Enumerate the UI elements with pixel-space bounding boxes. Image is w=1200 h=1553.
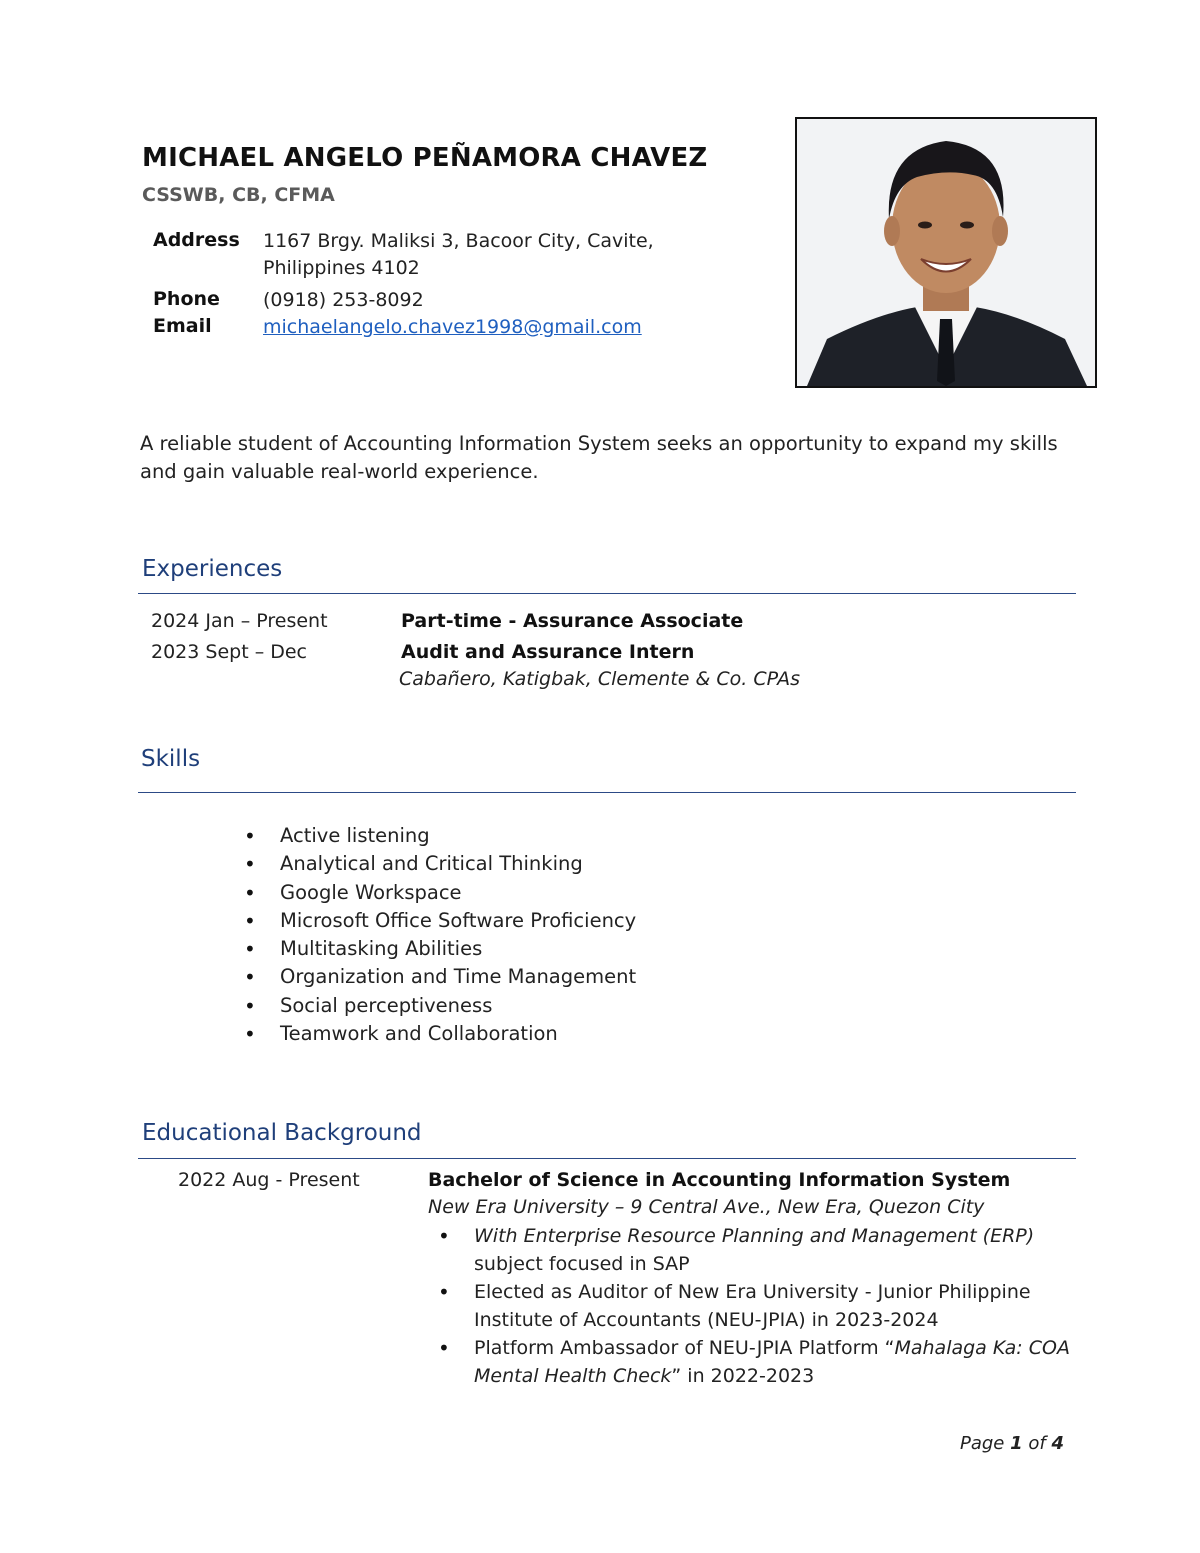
phone-label: Phone bbox=[153, 288, 220, 310]
list-item bbox=[438, 1222, 1078, 1278]
section-title-experiences: Experiences bbox=[142, 556, 283, 582]
objective-summary: A reliable student of Accounting Information System seeks an opportunity to expand my skills and gain valuable real-world experience. bbox=[140, 432, 1058, 483]
email-label: Email bbox=[153, 315, 212, 337]
education-highlights bbox=[438, 1222, 1078, 1390]
education-school: New Era University – 9 Central Ave., New Era, Quezon City bbox=[428, 1196, 985, 1218]
list-item: • Analytical and Critical Thinking bbox=[244, 850, 636, 878]
highlight-text: Platform Ambassador of NEU-JPIA Platform “ bbox=[474, 1337, 895, 1359]
highlight-italic: With Enterprise Resource Planning and Management (ERP) bbox=[474, 1225, 1035, 1247]
experience-role: Part-time - Assurance Associate bbox=[401, 610, 744, 632]
section-divider bbox=[138, 593, 1076, 594]
highlight-text: Elected as Auditor of New Era University - Junior Philippine Institute of Accountants (NEU-JPIA) in 2023-2024 bbox=[474, 1281, 1031, 1331]
list-item: • Microsoft Office Software Proficiency bbox=[244, 907, 636, 935]
address-line-1: 1167 Brgy. Maliksi 3, Bacoor City, Cavite, bbox=[263, 230, 654, 252]
portrait-image bbox=[797, 119, 1095, 386]
highlight-italic: Mahalaga Ka: COA Mental Health Check bbox=[474, 1337, 1070, 1387]
credentials: CSSWB, CB, CFMA bbox=[142, 184, 335, 206]
list-item: • Google Workspace bbox=[244, 879, 636, 907]
experience-role: Audit and Assurance Intern bbox=[401, 641, 695, 663]
education-degree: Bachelor of Science in Accounting Information System bbox=[428, 1169, 1011, 1191]
profile-photo bbox=[795, 117, 1097, 388]
list-item: • Active listening bbox=[244, 822, 636, 850]
section-title-skills: Skills bbox=[141, 746, 201, 772]
list-item: • Social perceptiveness bbox=[244, 992, 636, 1020]
list-item: • Teamwork and Collaboration bbox=[244, 1020, 636, 1048]
page-number bbox=[960, 1433, 1064, 1454]
address-line-2: Philippines 4102 bbox=[263, 257, 420, 279]
full-name: MICHAEL ANGELO PEÑAMORA CHAVEZ bbox=[142, 143, 708, 173]
section-title-education: Educational Background bbox=[142, 1120, 422, 1146]
list-item bbox=[438, 1334, 1078, 1390]
email-link[interactable]: michaelangelo.chavez1998@gmail.com bbox=[263, 316, 642, 338]
page-word: Page bbox=[960, 1433, 1005, 1454]
list-item: • Organization and Time Management bbox=[244, 963, 636, 991]
experience-dates: 2024 Jan – Present bbox=[151, 610, 328, 632]
section-divider bbox=[138, 792, 1076, 793]
list-item: • Multitasking Abilities bbox=[244, 935, 636, 963]
list-item bbox=[438, 1278, 1078, 1334]
education-dates: 2022 Aug - Present bbox=[178, 1169, 360, 1191]
phone-value: (0918) 253-8092 bbox=[263, 289, 424, 311]
page-current: 1 bbox=[1010, 1433, 1023, 1454]
skills-list bbox=[244, 822, 636, 1048]
page-total: 4 bbox=[1051, 1433, 1065, 1454]
section-divider bbox=[138, 1158, 1076, 1159]
experience-dates: 2023 Sept – Dec bbox=[151, 641, 307, 663]
highlight-text: subject focused in SAP bbox=[474, 1253, 690, 1275]
highlight-text: ” in 2022-2023 bbox=[671, 1365, 815, 1387]
of-word: of bbox=[1028, 1433, 1046, 1454]
experience-organization: Cabañero, Katigbak, Clemente & Co. CPAs bbox=[399, 668, 801, 690]
address-label: Address bbox=[153, 229, 240, 251]
